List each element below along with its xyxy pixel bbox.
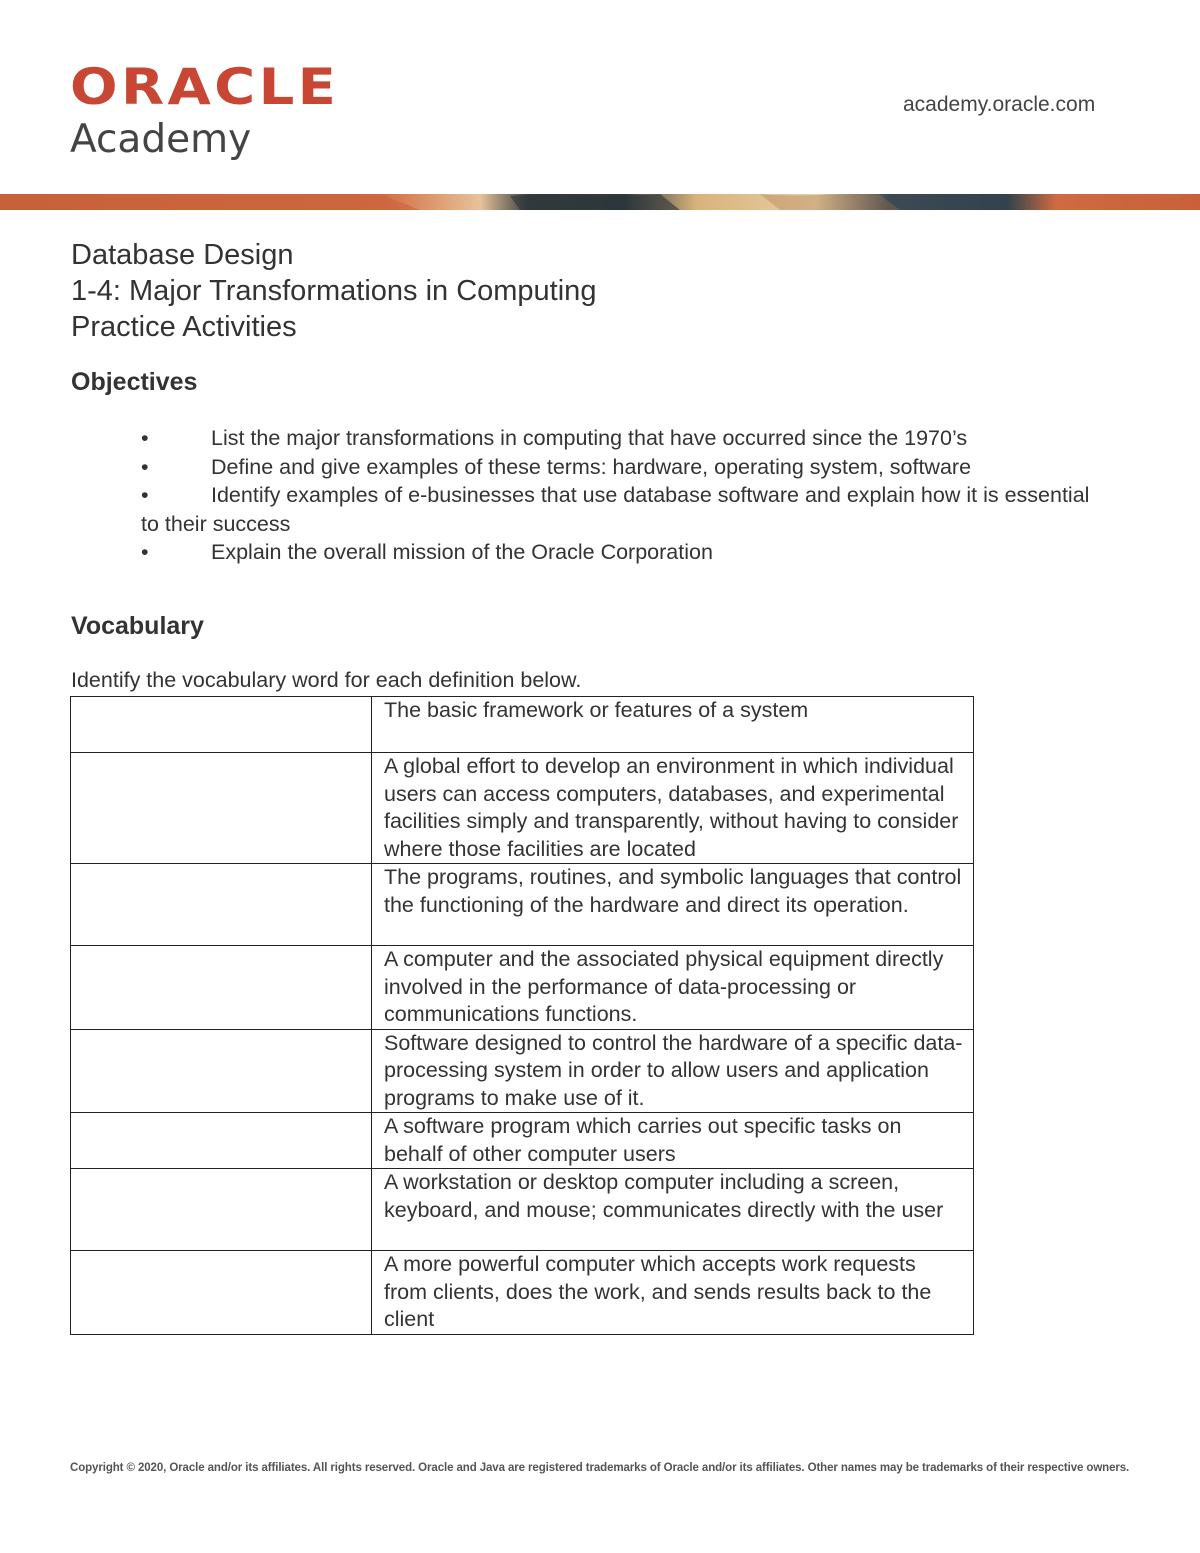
objective-text: List the major transformations in computing that have occurred since the 1970’s: [211, 426, 968, 450]
term-cell[interactable]: [71, 697, 372, 753]
table-row: [71, 864, 974, 946]
lesson-title: 1-4: Major Transformations in Computing: [71, 275, 597, 307]
term-cell[interactable]: [71, 1029, 372, 1113]
list-item: [141, 538, 1101, 567]
objective-text: Define and give examples of these terms: hardware, operating system, software: [211, 454, 972, 479]
definition-cell: The basic framework or features of a system: [372, 697, 974, 753]
table-row: [71, 1113, 974, 1169]
definition-cell: A computer and the associated physical equipment directly involved in the performance of data-processing or communications functions.: [372, 946, 974, 1030]
oracle-logo-wordmark: ORACLE: [70, 58, 340, 116]
vocabulary-table: [70, 696, 974, 1335]
objective-text: Explain the overall mission of the Oracle Corporation: [211, 540, 713, 564]
bullet: •: [141, 540, 149, 564]
definition-cell: A more powerful computer which accepts work requests from clients, does the work, and sends results back to the client: [372, 1251, 974, 1335]
decorative-banner: [0, 192, 1200, 212]
table-row: [71, 1251, 974, 1335]
term-cell[interactable]: [71, 864, 372, 946]
table-row: [71, 1029, 974, 1113]
table-row: [71, 753, 974, 864]
definition-cell: A workstation or desktop computer including a screen, keyboard, and mouse; communicates directly with the user: [372, 1169, 974, 1251]
objective-text: Identify examples of e-businesses that use database software and explain how it is essential to their success: [141, 483, 1090, 536]
bullet: •: [141, 483, 149, 507]
table-row: [71, 946, 974, 1030]
table-row: [71, 1169, 974, 1251]
definition-cell: The programs, routines, and symbolic languages that control the functioning of the hardware and direct its operation.: [372, 864, 974, 946]
site-url: academy.oracle.com: [903, 93, 1096, 116]
objectives-heading: Objectives: [71, 368, 198, 396]
table-row: [71, 697, 974, 753]
vocabulary-heading: Vocabulary: [71, 612, 204, 640]
list-item: [141, 481, 1101, 538]
definition-cell: A software program which carries out specific tasks on behalf of other computer users: [372, 1113, 974, 1169]
bullet: •: [141, 426, 149, 450]
term-cell[interactable]: [71, 1169, 372, 1251]
objectives-list: [141, 424, 1101, 567]
academy-logo-wordmark: Academy: [70, 117, 252, 162]
term-cell[interactable]: [71, 1251, 372, 1335]
definition-cell: A global effort to develop an environment in which individual users can access computers, databases, and experimental facilities simply and transparently, without having to consider where those facilities are located: [372, 753, 974, 864]
course-title: Database Design: [71, 239, 294, 271]
activity-title: Practice Activities: [71, 311, 297, 343]
copyright-footer: Copyright © 2020, Oracle and/or its affiliates. All rights reserved. Oracle and Java are registered trademarks of Oracle and/or its affiliates. Other names may be trademarks of their respective owners.: [70, 1462, 1130, 1474]
term-cell[interactable]: [71, 1113, 372, 1169]
term-cell[interactable]: [71, 753, 372, 864]
document-titles: [71, 237, 596, 345]
list-item: [141, 453, 1101, 482]
definition-cell: Software designed to control the hardware of a specific data-processing system in order to allow users and application programs to make use of it.: [372, 1029, 974, 1113]
list-item: [141, 424, 1101, 453]
bullet: •: [141, 454, 149, 479]
vocabulary-instruction: Identify the vocabulary word for each definition below.: [71, 668, 582, 692]
term-cell[interactable]: [71, 946, 372, 1030]
